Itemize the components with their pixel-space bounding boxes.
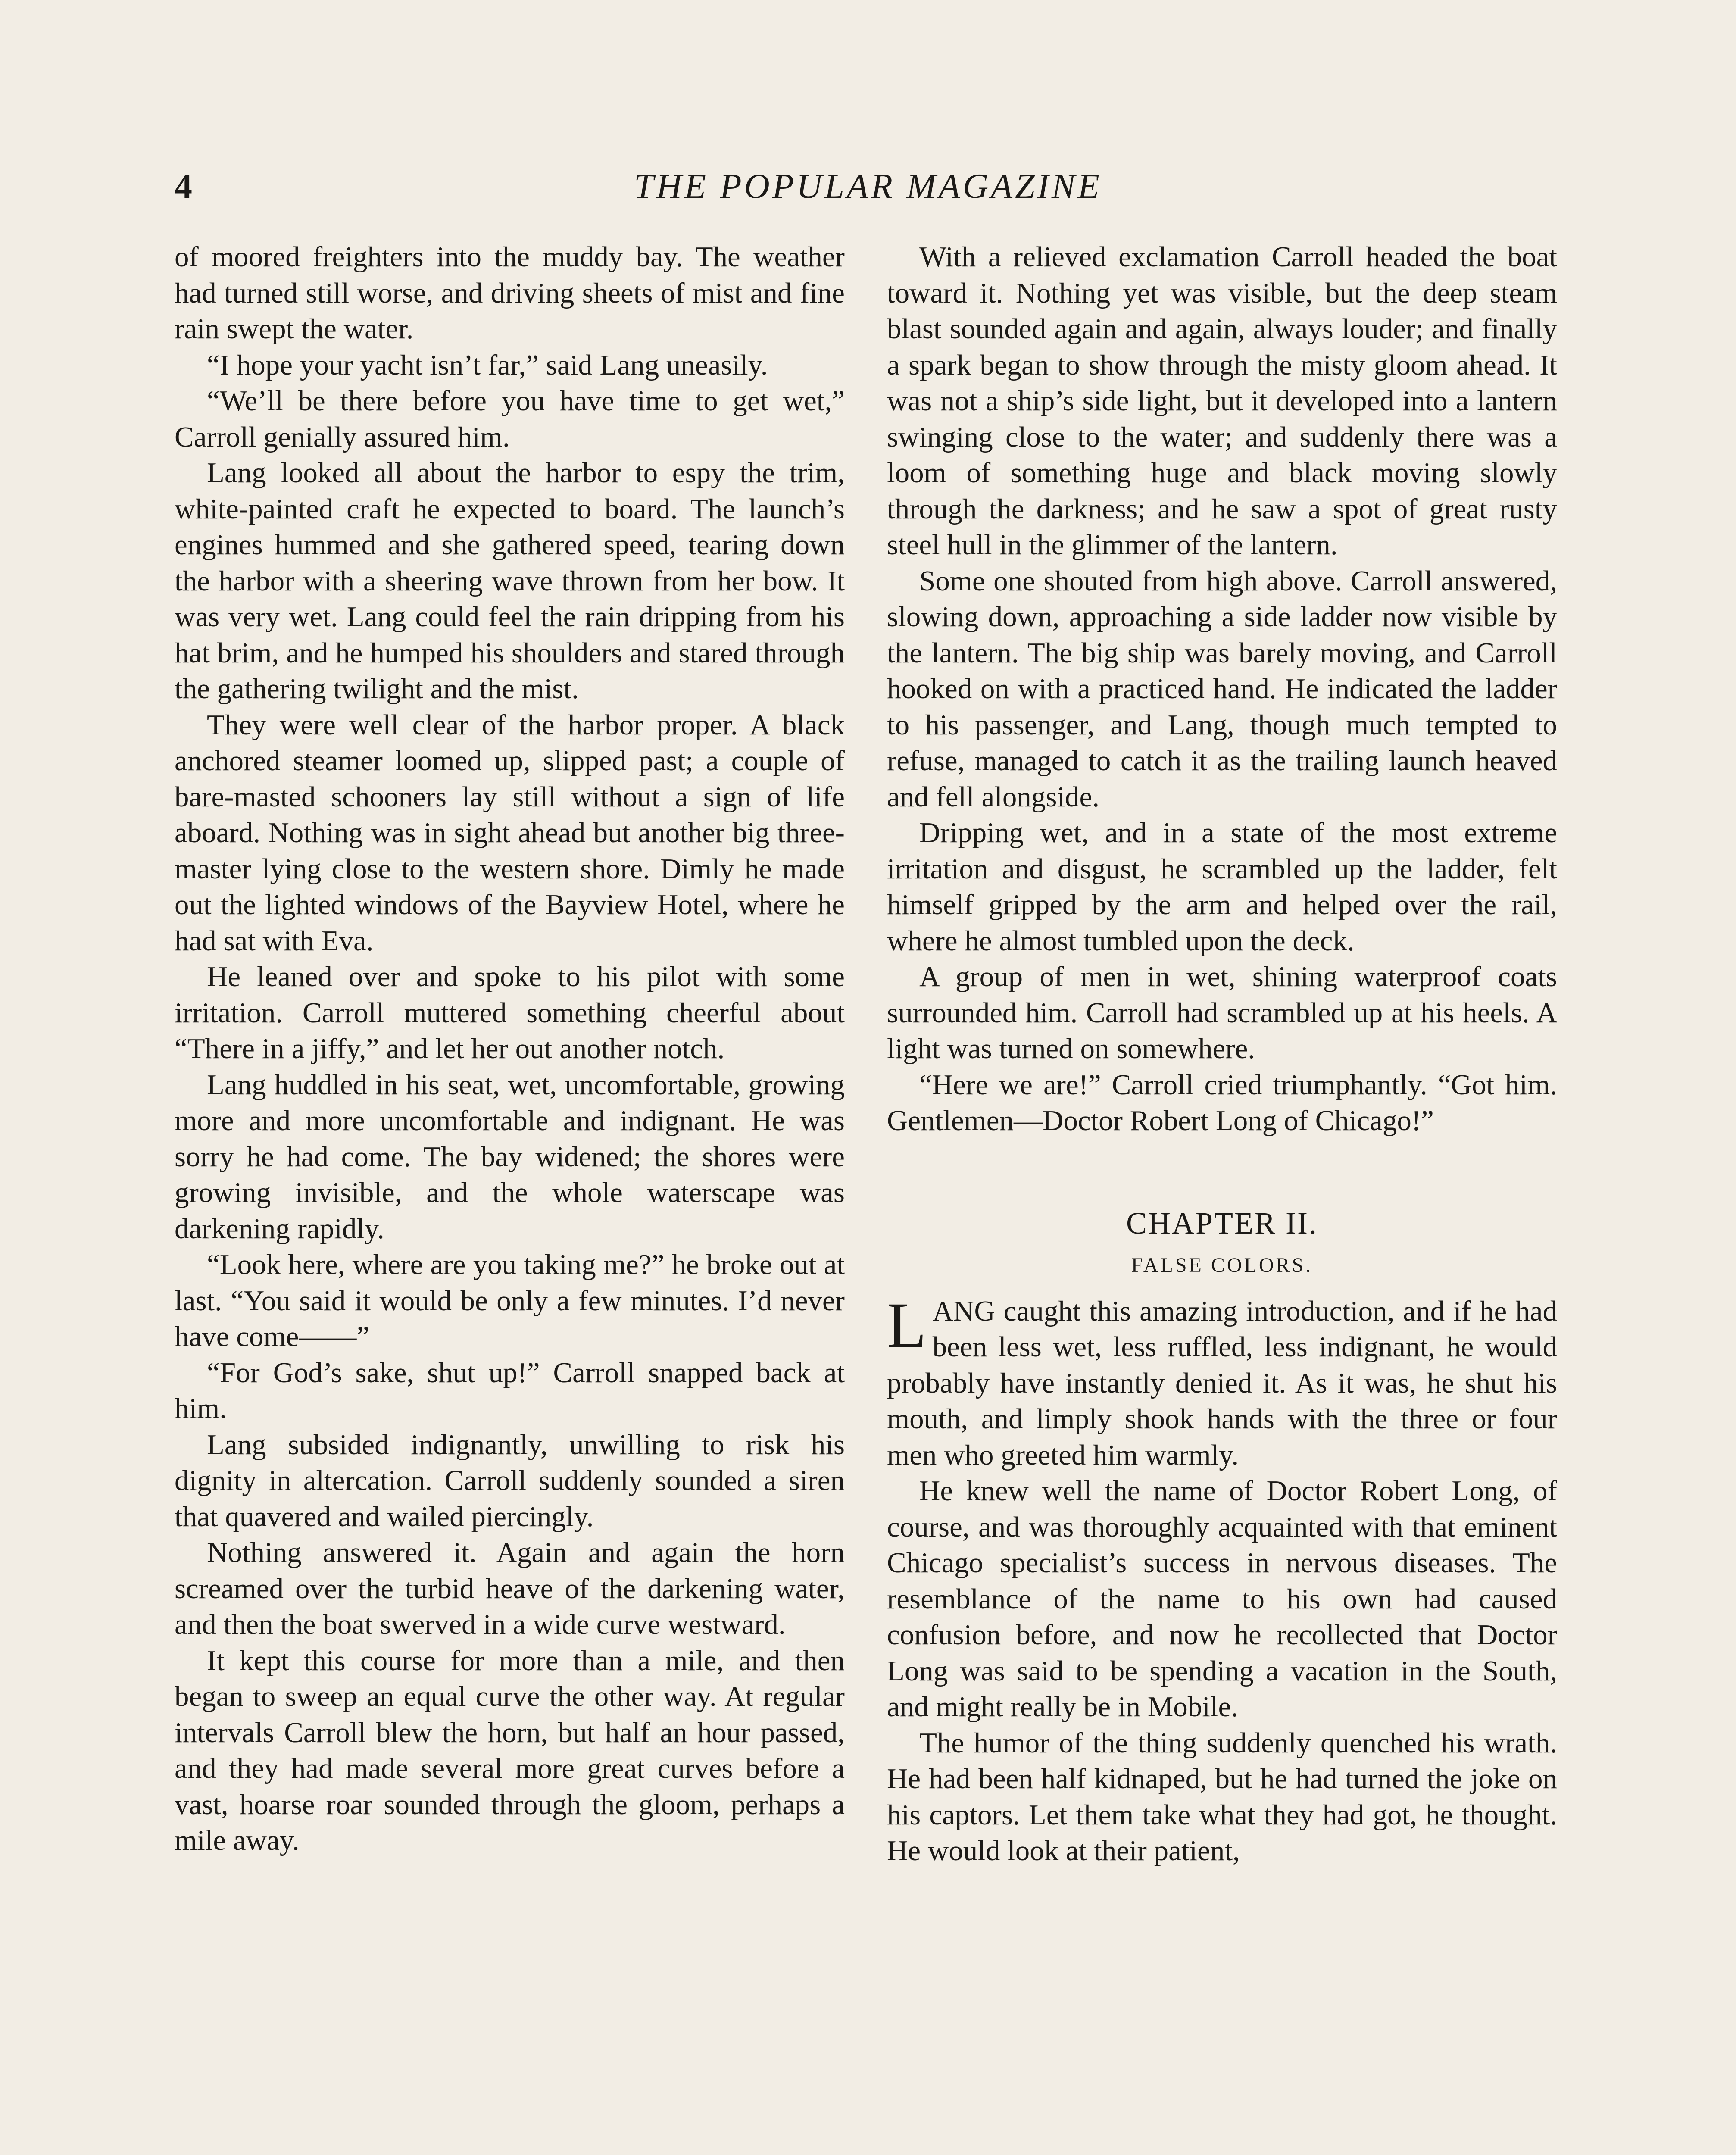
paragraph: They were well clear of the harbor proper. A black anchored steamer loomed up, slipped past; a couple of bare-masted schooners lay still without a sign of life aboard. Nothing was in sight ahead but another big three-master lying close to the western shore. Dimly he made out the lighted windows of the Bayview Hotel, where he had sat with Eva. xyxy=(175,709,845,957)
paragraph: of moored freighters into the muddy bay. The weather had turned still worse, and driving sheets of mist and fine rain swept the water. xyxy=(175,241,845,345)
running-title: THE POPULAR MAGAZINE xyxy=(634,166,1102,206)
chapter-heading: CHAPTER II. xyxy=(1126,1206,1318,1240)
chapter-first-paragraph xyxy=(887,1289,1557,1474)
paragraph: “We’ll be there before you have time to get wet,” Carroll genially assured him. xyxy=(175,385,845,453)
first-paragraph-text: ANG caught this amazing introduction, and if he had been less wet, less ruffled, less indignant, he would probably have instantly denied it. As it was, he shut his mouth, and limply shook hands with the three or four men who greeted him warmly. xyxy=(887,1295,1557,1471)
paragraph: Lang subsided indignantly, unwilling to risk his dignity in altercation. Carroll suddenly sounded a siren that quavered and wailed piercingly. xyxy=(175,1428,845,1533)
chapter-subtitle: FALSE COLORS. xyxy=(1131,1253,1313,1277)
paragraph: Lang huddled in his seat, wet, uncomfortable, growing more and more uncomfortable and indignant. He was sorry he had come. The bay widened; the shores were growing invisible, and the whole waterscape was darkening rapidly. xyxy=(175,1068,845,1245)
paragraph: With a relieved exclamation Carroll headed the boat toward it. Nothing yet was visible, but the deep steam blast sounded again and again, always louder; and finally a spark began to show through the misty gloom ahead. It was not a ship’s side light, but it developed into a lantern swinging close to the water; and suddenly there was a loom of something huge and black moving slowly through the darkness; and he saw a spot of great rusty steel hull in the glimmer of the lantern. xyxy=(887,241,1557,561)
page-number: 4 xyxy=(175,166,192,206)
paragraph: Dripping wet, and in a state of the most extreme irritation and disgust, he scrambled up the ladder, felt himself gripped by the arm and helped over the rail, where he almost tumbled upon the deck. xyxy=(887,817,1557,957)
left-column xyxy=(175,239,845,1859)
paragraph: Nothing answered it. Again and again the horn screamed over the turbid heave of the darkening water, and then the boat swerved in a wide curve westward. xyxy=(175,1537,845,1640)
paragraph: He leaned over and spoke to his pilot with some irritation. Carroll muttered something cheerful about “There in a jiffy,” and let her out another notch. xyxy=(175,961,845,1065)
right-column xyxy=(887,239,1557,1869)
drop-cap: L xyxy=(887,1289,927,1361)
paragraph: “For God’s sake, shut up!” Carroll snapped back at him. xyxy=(175,1356,845,1424)
paragraph: “Look here, where are you taking me?” he broke out at last. “You said it would be only a few minutes. I’d never have come——” xyxy=(175,1249,845,1352)
paragraph: He knew well the name of Doctor Robert Long, of course, and was thoroughly acquainted with that eminent Chicago specialist’s success in nervous diseases. The resemblance of the name to his own had caused confusion before, and now he recollected that Doctor Long was said to be spending a vacation in the South, and might really be in Mobile. xyxy=(887,1475,1557,1723)
paragraph: A group of men in wet, shining waterproof coats surrounded him. Carroll had scrambled up at his heels. A light was turned on somewhere. xyxy=(887,961,1557,1065)
paragraph: It kept this course for more than a mile, and then began to sweep an equal curve the other way. At regular intervals Carroll blew the horn, but half an hour passed, and they had made several more great curves before a vast, hoarse roar sounded through the gloom, perhaps a mile away. xyxy=(175,1644,845,1856)
paragraph: Lang looked all about the harbor to espy the trim, white-painted craft he expected to board. The launch’s engines hummed and she gathered speed, tearing down the harbor with a sheering wave thrown from her bow. It was very wet. Lang could feel the rain dripping from his hat brim, and he humped his shoulders and stared through the gathering twilight and the mist. xyxy=(175,457,845,705)
paragraph: “Here we are!” Carroll cried triumphantly. “Got him. Gentlemen—Doctor Robert Long of Chicago!” xyxy=(887,1068,1557,1137)
paragraph: Some one shouted from high above. Carroll answered, slowing down, approaching a side ladder now visible by the lantern. The big ship was barely moving, and Carroll hooked on with a practiced hand. He indicated the ladder to his passenger, and Lang, though much tempted to refuse, managed to catch it as the trailing launch heaved and fell alongside. xyxy=(887,565,1557,813)
paragraph: The humor of the thing suddenly quenched his wrath. He had been half kidnaped, but he had turned the joke on his captors. Let them take what they had got, he thought. He would look at their patient, xyxy=(887,1727,1557,1867)
paragraph: “I hope your yacht isn’t far,” said Lang uneasily. xyxy=(207,349,768,381)
